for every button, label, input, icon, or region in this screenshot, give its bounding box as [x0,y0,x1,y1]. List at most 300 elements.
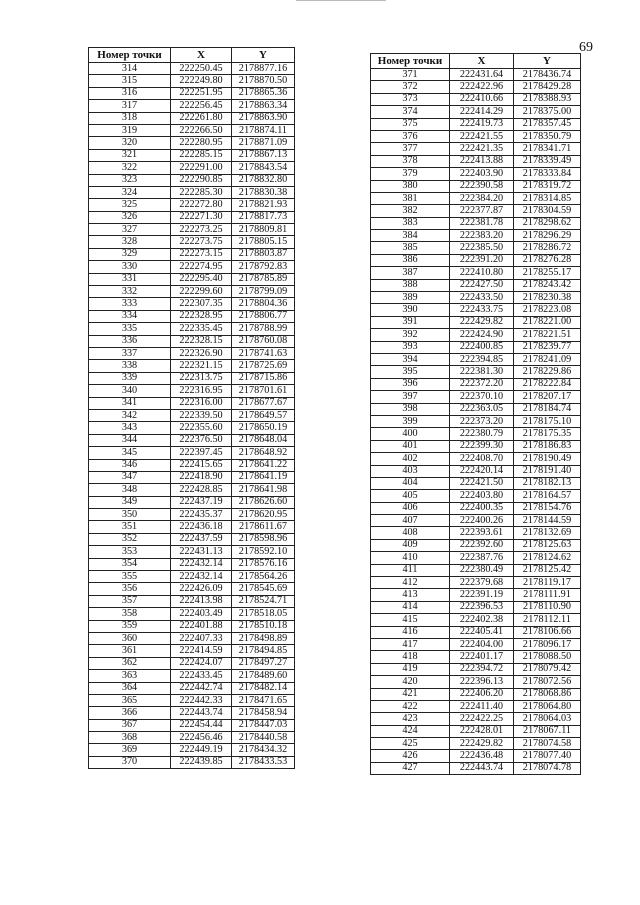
cell-y: 2178524.71 [232,595,295,607]
cell-y: 2178648.92 [232,447,295,459]
cell-y: 2178110.90 [514,601,581,613]
cell-y: 2178436.74 [514,69,581,81]
table-row [371,577,581,589]
table-row [89,347,295,359]
cell-x: 222442.33 [171,694,232,706]
cell-y: 2178207.17 [514,391,581,403]
cell-x: 222400.26 [450,515,514,527]
cell-x: 222431.64 [450,69,514,81]
table-row [371,552,581,564]
cell-point-number: 316 [89,87,171,99]
cell-point-number: 424 [371,725,450,737]
cell-point-number: 328 [89,236,171,248]
cell-y: 2178870.50 [232,75,295,87]
cell-y: 2178357.45 [514,118,581,130]
cell-x: 222363.05 [450,403,514,415]
cell-point-number: 411 [371,564,450,576]
cell-x: 222442.74 [171,682,232,694]
cell-point-number: 352 [89,533,171,545]
cell-x: 222421.35 [450,143,514,155]
cell-x: 222404.00 [450,638,514,650]
table-row [89,75,295,87]
cell-y: 2178458.94 [232,707,295,719]
cell-point-number: 359 [89,620,171,632]
table-row [371,750,581,762]
cell-x: 222328.95 [171,310,232,322]
table-row [89,509,295,521]
cell-y: 2178804.36 [232,298,295,310]
cell-x: 222394.85 [450,353,514,365]
table-row [89,174,295,186]
cell-y: 2178832.80 [232,174,295,186]
cell-x: 222427.50 [450,279,514,291]
cell-point-number: 344 [89,434,171,446]
table-row [371,366,581,378]
cell-x: 222413.88 [450,155,514,167]
cell-point-number: 326 [89,211,171,223]
table-row [371,106,581,118]
cell-point-number: 390 [371,304,450,316]
cell-x: 222261.80 [171,112,232,124]
cell-y: 2178341.71 [514,143,581,155]
table-row [89,459,295,471]
header-x: X [450,54,514,69]
table-row [89,744,295,756]
cell-point-number: 400 [371,428,450,440]
cell-y: 2178830.38 [232,186,295,198]
header-point-number: Номер точки [89,48,171,63]
cell-point-number: 414 [371,601,450,613]
cell-point-number: 426 [371,750,450,762]
cell-y: 2178314.85 [514,192,581,204]
table-row [371,539,581,551]
table-row [371,192,581,204]
cell-point-number: 324 [89,186,171,198]
cell-point-number: 334 [89,310,171,322]
cell-point-number: 418 [371,651,450,663]
cell-point-number: 361 [89,645,171,657]
cell-y: 2178175.35 [514,428,581,440]
cell-y: 2178809.81 [232,224,295,236]
cell-point-number: 385 [371,242,450,254]
cell-y: 2178339.49 [514,155,581,167]
cell-x: 222436.48 [450,750,514,762]
table-row [371,230,581,242]
cell-y: 2178106.66 [514,626,581,638]
cell-y: 2178863.34 [232,100,295,112]
cell-x: 222443.74 [171,707,232,719]
cell-y: 2178741.63 [232,347,295,359]
cell-x: 222381.30 [450,366,514,378]
cell-point-number: 336 [89,335,171,347]
table-row [371,378,581,390]
cell-x: 222392.60 [450,539,514,551]
cell-x: 222443.74 [450,762,514,774]
cell-y: 2178874.11 [232,124,295,136]
cell-x: 222435.37 [171,509,232,521]
cell-x: 222403.90 [450,168,514,180]
cell-x: 222403.49 [171,608,232,620]
cell-y: 2178576.16 [232,558,295,570]
cell-point-number: 346 [89,459,171,471]
cell-x: 222370.10 [450,391,514,403]
cell-x: 222428.01 [450,725,514,737]
cell-point-number: 421 [371,688,450,700]
cell-x: 222390.58 [450,180,514,192]
table-row [371,168,581,180]
cell-point-number: 330 [89,261,171,273]
cell-x: 222433.75 [450,304,514,316]
cell-y: 2178388.93 [514,93,581,105]
cell-point-number: 413 [371,589,450,601]
cell-point-number: 369 [89,744,171,756]
cell-point-number: 380 [371,180,450,192]
cell-x: 222418.90 [171,471,232,483]
cell-x: 222399.30 [450,440,514,452]
cell-x: 222415.65 [171,459,232,471]
cell-y: 2178788.99 [232,323,295,335]
cell-point-number: 323 [89,174,171,186]
cell-y: 2178598.96 [232,533,295,545]
cell-x: 222414.29 [450,106,514,118]
cell-point-number: 370 [89,756,171,768]
table-row [371,700,581,712]
cell-point-number: 319 [89,124,171,136]
cell-y: 2178429.28 [514,81,581,93]
cell-y: 2178096.17 [514,638,581,650]
cell-x: 222422.25 [450,713,514,725]
cell-y: 2178074.58 [514,738,581,750]
cell-point-number: 321 [89,149,171,161]
cell-point-number: 354 [89,558,171,570]
table-row [89,471,295,483]
table-row [89,199,295,211]
table-body-right [371,69,581,775]
table-row [371,453,581,465]
cell-x: 222250.45 [171,63,232,75]
cell-y: 2178304.59 [514,205,581,217]
cell-point-number: 382 [371,205,450,217]
header-point-number: Номер точки [371,54,450,69]
cell-y: 2178821.93 [232,199,295,211]
cell-x: 222449.19 [171,744,232,756]
table-row [89,595,295,607]
cell-point-number: 387 [371,267,450,279]
cell-y: 2178164.57 [514,490,581,502]
cell-x: 222456.46 [171,732,232,744]
table-row [89,100,295,112]
cell-x: 222326.90 [171,347,232,359]
table-row [371,626,581,638]
cell-y: 2178079.42 [514,663,581,675]
table-row [371,353,581,365]
cell-point-number: 362 [89,657,171,669]
cell-y: 2178119.17 [514,577,581,589]
cell-point-number: 425 [371,738,450,750]
cell-y: 2178088.50 [514,651,581,663]
cell-y: 2178184.74 [514,403,581,415]
cell-point-number: 375 [371,118,450,130]
cell-point-number: 325 [89,199,171,211]
cell-y: 2178482.14 [232,682,295,694]
cell-x: 222411.40 [450,700,514,712]
cell-point-number: 342 [89,409,171,421]
cell-point-number: 358 [89,608,171,620]
cell-y: 2178077.40 [514,750,581,762]
cell-y: 2178190.49 [514,453,581,465]
cell-x: 222372.20 [450,378,514,390]
cell-y: 2178518.05 [232,608,295,620]
table-row [89,335,295,347]
cell-point-number: 353 [89,546,171,558]
table-row [371,440,581,452]
cell-x: 222402.38 [450,614,514,626]
cell-x: 222439.85 [171,756,232,768]
cell-point-number: 396 [371,378,450,390]
table-row [371,527,581,539]
cell-y: 2178805.15 [232,236,295,248]
cell-y: 2178701.61 [232,385,295,397]
cell-x: 222432.14 [171,571,232,583]
table-row [371,651,581,663]
cell-y: 2178072.56 [514,676,581,688]
cell-x: 222285.15 [171,149,232,161]
table-row [371,725,581,737]
cell-x: 222396.53 [450,601,514,613]
cell-x: 222400.85 [450,341,514,353]
cell-point-number: 404 [371,477,450,489]
cell-x: 222316.00 [171,397,232,409]
cell-y: 2178715.86 [232,372,295,384]
cell-x: 222355.60 [171,422,232,434]
cell-point-number: 349 [89,496,171,508]
cell-x: 222393.61 [450,527,514,539]
cell-y: 2178799.09 [232,286,295,298]
table-header-row [371,54,581,69]
cell-y: 2178806.77 [232,310,295,322]
cell-x: 222273.75 [171,236,232,248]
cell-point-number: 391 [371,316,450,328]
table-row [89,756,295,768]
cell-y: 2178074.78 [514,762,581,774]
cell-y: 2178865.36 [232,87,295,99]
cell-point-number: 405 [371,490,450,502]
cell-y: 2178243.42 [514,279,581,291]
cell-y: 2178132.69 [514,527,581,539]
cell-x: 222403.80 [450,490,514,502]
cell-y: 2178877.16 [232,63,295,75]
cell-x: 222307.35 [171,298,232,310]
cell-point-number: 360 [89,632,171,644]
cell-y: 2178817.73 [232,211,295,223]
cell-point-number: 373 [371,93,450,105]
cell-y: 2178648.04 [232,434,295,446]
table-header-row [89,48,295,63]
table-row [371,676,581,688]
cell-point-number: 389 [371,292,450,304]
cell-x: 222321.15 [171,360,232,372]
table-row [89,670,295,682]
table-row [89,620,295,632]
cell-x: 222421.55 [450,130,514,142]
cell-x: 222328.15 [171,335,232,347]
cell-y: 2178611.67 [232,521,295,533]
table-row [89,211,295,223]
cell-point-number: 348 [89,484,171,496]
cell-y: 2178319.72 [514,180,581,192]
table-row [371,155,581,167]
cell-x: 222272.80 [171,199,232,211]
cell-y: 2178649.57 [232,409,295,421]
cell-x: 222251.95 [171,87,232,99]
table-row [371,713,581,725]
cell-point-number: 314 [89,63,171,75]
table-row [371,391,581,403]
top-divider-line [296,0,386,1]
cell-x: 222391.19 [450,589,514,601]
cell-point-number: 315 [89,75,171,87]
table-row [371,69,581,81]
cell-y: 2178863.90 [232,112,295,124]
cell-point-number: 350 [89,509,171,521]
cell-point-number: 376 [371,130,450,142]
cell-point-number: 366 [89,707,171,719]
table-row [89,286,295,298]
cell-point-number: 339 [89,372,171,384]
cell-point-number: 335 [89,323,171,335]
table-row [371,638,581,650]
table-row [371,589,581,601]
table-row [371,663,581,675]
cell-y: 2178286.72 [514,242,581,254]
cell-y: 2178498.89 [232,632,295,644]
cell-point-number: 322 [89,162,171,174]
table-row [371,81,581,93]
table-row [89,385,295,397]
cell-point-number: 393 [371,341,450,353]
cell-y: 2178434.32 [232,744,295,756]
table-row [89,298,295,310]
cell-y: 2178785.89 [232,273,295,285]
cell-point-number: 416 [371,626,450,638]
cell-y: 2178125.42 [514,564,581,576]
table-row [371,415,581,427]
table-row [371,477,581,489]
table-row [89,645,295,657]
cell-x: 222436.18 [171,521,232,533]
cell-point-number: 395 [371,366,450,378]
cell-y: 2178641.22 [232,459,295,471]
cell-x: 222429.82 [450,738,514,750]
cell-point-number: 398 [371,403,450,415]
cell-x: 222385.50 [450,242,514,254]
cell-point-number: 341 [89,397,171,409]
cell-point-number: 427 [371,762,450,774]
table-row [89,248,295,260]
cell-y: 2178333.84 [514,168,581,180]
cell-y: 2178497.27 [232,657,295,669]
table-row [371,502,581,514]
table-row [89,124,295,136]
cell-y: 2178440.58 [232,732,295,744]
cell-point-number: 420 [371,676,450,688]
table-row [89,397,295,409]
table-row [89,162,295,174]
cell-x: 222401.17 [450,651,514,663]
cell-point-number: 320 [89,137,171,149]
table-row [371,143,581,155]
cell-point-number: 351 [89,521,171,533]
table-row [371,738,581,750]
table-row [371,688,581,700]
table-row [89,310,295,322]
cell-y: 2178067.11 [514,725,581,737]
header-x: X [171,48,232,63]
cell-x: 222273.25 [171,224,232,236]
cell-y: 2178350.79 [514,130,581,142]
cell-point-number: 331 [89,273,171,285]
cell-x: 222408.70 [450,453,514,465]
table-row [371,341,581,353]
cell-point-number: 417 [371,638,450,650]
cell-x: 222454.44 [171,719,232,731]
cell-x: 222383.20 [450,230,514,242]
cell-point-number: 365 [89,694,171,706]
table-row [89,149,295,161]
cell-y: 2178230.38 [514,292,581,304]
cell-y: 2178298.62 [514,217,581,229]
table-row [89,186,295,198]
table-row [89,657,295,669]
cell-y: 2178182.13 [514,477,581,489]
cell-point-number: 412 [371,577,450,589]
cell-y: 2178803.87 [232,248,295,260]
cell-point-number: 379 [371,168,450,180]
cell-x: 222414.59 [171,645,232,657]
cell-x: 222373.20 [450,415,514,427]
cell-point-number: 407 [371,515,450,527]
cell-point-number: 327 [89,224,171,236]
table-row [371,292,581,304]
table-row [371,564,581,576]
cell-point-number: 399 [371,415,450,427]
cell-y: 2178222.84 [514,378,581,390]
cell-point-number: 347 [89,471,171,483]
cell-point-number: 374 [371,106,450,118]
cell-point-number: 372 [371,81,450,93]
table-row [89,732,295,744]
table-row [89,484,295,496]
cell-x: 222407.33 [171,632,232,644]
cell-y: 2178871.09 [232,137,295,149]
table-row [89,236,295,248]
cell-x: 222384.20 [450,192,514,204]
table-row [89,434,295,446]
table-row [371,428,581,440]
table-row [371,601,581,613]
cell-y: 2178641.98 [232,484,295,496]
cell-x: 222280.95 [171,137,232,149]
cell-y: 2178125.63 [514,539,581,551]
table-row [371,279,581,291]
table-row [371,614,581,626]
cell-point-number: 383 [371,217,450,229]
cell-x: 222437.19 [171,496,232,508]
table-body-left [89,63,295,769]
table-row [371,130,581,142]
cell-x: 222424.07 [171,657,232,669]
cell-y: 2178064.03 [514,713,581,725]
